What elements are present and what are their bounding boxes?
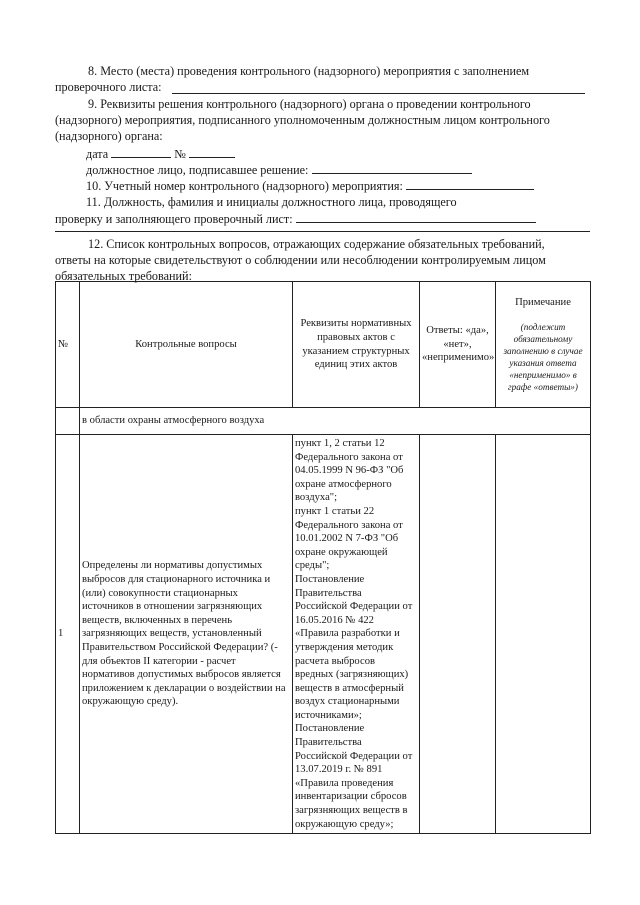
item9-line1: 9. Реквизиты решения контрольного (надзорного) органа о проведении контрольного: [88, 97, 531, 111]
reference-line: Правительства: [295, 737, 362, 749]
item8-label: проверочного листа:: [55, 80, 162, 94]
reference-line: «Правила разработки и: [295, 628, 400, 640]
reference-line: охране окружающей: [295, 546, 388, 558]
reference-line: пункт 1, 2 статьи 12: [295, 438, 385, 449]
reference-line: воздуха";: [295, 492, 338, 504]
reference-line: расчета выбросов: [295, 655, 375, 667]
item10-label: 10. Учетный номер контрольного (надзорного) мероприятия:: [86, 179, 403, 193]
item9-line3: (надзорного) органа:: [55, 129, 163, 143]
header-note: [496, 282, 591, 408]
row-question: Определены ли нормативы допустимых выбросов для стационарного источника и (или) совокупности стационарных источников в отношении загрязняющих веществ, включенных в перечень загрязняющих веществ, установленный Правительством Российской Федерации? (- для объектов II категории - расчет нормативов допустимых выбросов является приложением к декларации о воздействии на окружающую среду).: [80, 435, 293, 834]
checklist-table: [55, 281, 591, 834]
reference-line: 04.05.1999 N 96-ФЗ "Об: [295, 465, 404, 477]
item11-line2-row: [55, 211, 536, 227]
item8-line1: 8. Место (места) проведения контрольного (надзорного) мероприятия с заполнением: [88, 64, 530, 78]
reference-line: 16.05.2016 № 422: [295, 614, 374, 626]
item9-line2: (надзорного) мероприятия, подписанного уполномоченным должностным лицом контрольного: [55, 113, 550, 127]
reference-line: загрязняющих веществ в: [295, 805, 408, 817]
reference-line: вредных (загрязняющих): [295, 669, 409, 681]
item8-line2: [55, 80, 162, 95]
reference-line: 10.01.2002 N 7-ФЗ "Об: [295, 533, 399, 545]
reference-line: Правительства: [295, 587, 362, 599]
item12-line3: обязательных требований:: [55, 269, 192, 283]
item9-date-row: [86, 146, 235, 162]
header-questions: Контрольные вопросы: [80, 282, 293, 408]
reference-line: источниками»;: [295, 709, 362, 721]
reference-line: инвентаризации сбросов: [295, 791, 407, 803]
table-row: [56, 435, 591, 834]
date-blank: [111, 146, 171, 158]
official-blank: [312, 162, 472, 174]
official-label: должностное лицо, подписавшее решение:: [86, 163, 309, 177]
header-answers: Ответы: «да», «нет», «неприменимо»: [420, 282, 496, 408]
header-num: №: [56, 282, 80, 408]
section-title: в области охраны атмосферного воздуха: [80, 408, 591, 435]
reference-line: пункт 1 статьи 22: [295, 505, 375, 517]
reference-line: Федерального закона от: [295, 519, 403, 531]
section-row: [56, 408, 591, 435]
reference-line: Федерального закона от: [295, 451, 403, 463]
item8-blank-line: [172, 93, 585, 94]
reference-line: утверждения методик: [295, 641, 394, 653]
item12-line2: ответы на которые свидетельствуют о соблюдении или несоблюдении контролируемым лицом: [55, 253, 546, 267]
section-num-cell: [56, 408, 80, 435]
item12-line1: 12. Список контрольных вопросов, отражающих содержание обязательных требований,: [88, 237, 545, 251]
item10-row: [86, 178, 534, 194]
number-blank: [189, 146, 235, 158]
item11-blank: [296, 211, 536, 223]
row-num: 1: [56, 435, 80, 834]
item11-blank-line: [55, 231, 590, 232]
row-references: [293, 435, 420, 834]
reference-line: Российской Федерации от: [295, 601, 413, 613]
item11-label: проверку и заполняющего проверочный лист:: [55, 212, 293, 226]
reference-line: Постановление: [295, 723, 365, 735]
reference-line: среды";: [295, 560, 330, 572]
item9-official-row: [86, 162, 472, 178]
reference-line: охране атмосферного: [295, 478, 392, 490]
reference-line: «Правила проведения: [295, 777, 394, 789]
reference-line: Постановление: [295, 573, 365, 585]
date-label: дата: [86, 147, 109, 161]
header-note-title: Примечание: [515, 296, 571, 308]
reference-line: окружающую среду»;: [295, 818, 394, 830]
item10-blank: [406, 178, 534, 190]
row-note[interactable]: [496, 435, 591, 834]
header-note-text: (подлежит обязательному заполнению в случае указания ответа «неприменимо» в графе «ответы»): [503, 322, 583, 393]
item11-line1: 11. Должность, фамилия и инициалы должностного лица, проводящего: [86, 195, 457, 209]
references-list: [295, 437, 417, 831]
row-answer[interactable]: [420, 435, 496, 834]
header-requisites: Реквизиты нормативных правовых актов с указанием структурных единиц этих актов: [293, 282, 420, 408]
reference-line: веществ в атмосферный: [295, 682, 404, 694]
reference-line: 13.07.2019 г. № 891: [295, 764, 383, 776]
number-label: №: [174, 147, 186, 161]
reference-line: воздух стационарными: [295, 696, 400, 708]
table-header-row: [56, 282, 591, 408]
reference-line: Российской Федерации от: [295, 750, 413, 762]
